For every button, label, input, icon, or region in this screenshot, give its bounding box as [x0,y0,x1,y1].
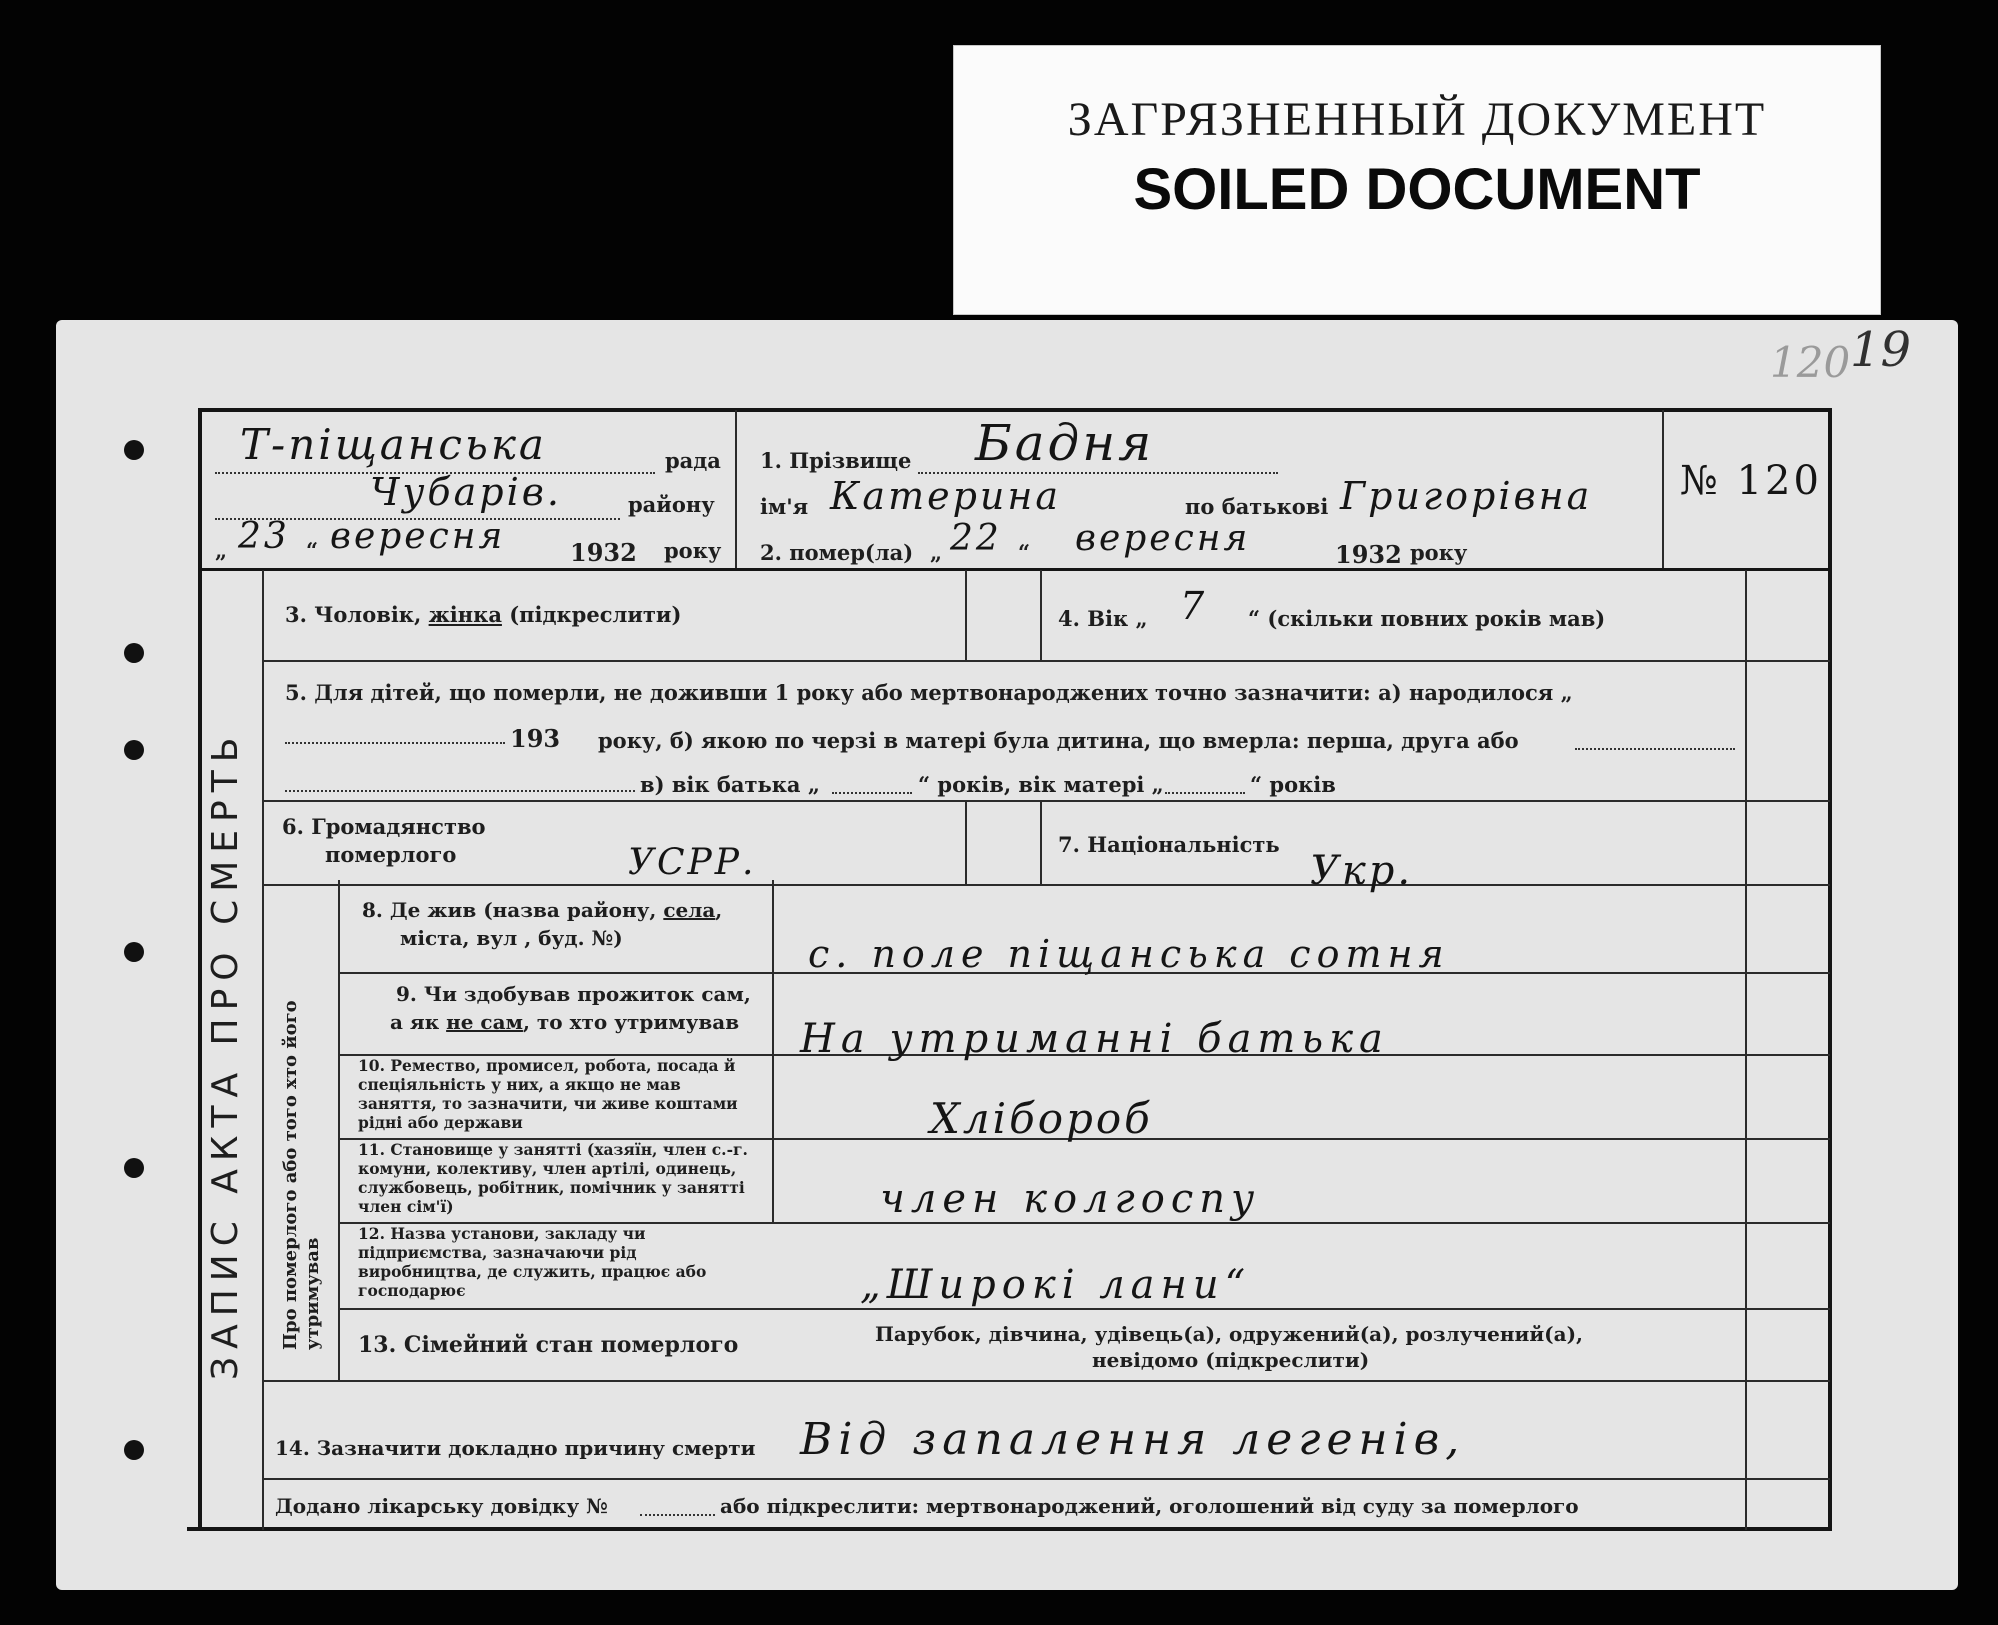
date-close-quote: “ [306,538,319,563]
surname-value: Бадня [975,414,1155,472]
employment-status-label: 11. Становище у занятті (хазяїн, член с.-г. комуни, колективу, член артілі, одинець, службовець, робітник, помічник у занятті член сім'ї) [358,1140,748,1216]
citizenship-label-2: померлого [325,842,457,867]
nationality-label: 7. Національність [1058,832,1280,857]
name-value: Катерина [830,474,1062,518]
frame-line [965,800,967,884]
name-label: ім'я [760,494,809,519]
citizenship-label-1: 6. Громадянство [282,814,486,839]
infant-line-1: 5. Для дітей, що померли, не доживши 1 року або мертвонароджених точно зазначити: а) народилося „ [285,680,1573,705]
frame-line [1662,410,1664,570]
patronymic-label: по батькові [1185,494,1329,519]
residence-label-village: села [663,898,716,922]
rada-value: Т-піщанська [240,420,547,469]
employment-status-value: член колгоспу [880,1176,1261,1222]
support-label-1: 9. Чи здобував прожиток сам, [396,982,751,1006]
infant-birth-year: 193 [510,724,561,753]
infant-line-3-father: в) вік батька „ [640,772,820,797]
punch-hole [124,942,144,962]
page-number: 19 [1850,322,1912,378]
label-english: SOILED DOCUMENT [1133,157,1701,222]
cause-of-death-label: 14. Зазначити докладно причину смерти [275,1436,756,1460]
punch-hole [124,1440,144,1460]
frame-line [262,1478,1830,1480]
frame-line [187,1527,1832,1531]
died-day: 22 [950,518,1002,559]
died-month: вересня [1075,518,1251,559]
died-close-quote: “ [1018,540,1031,565]
dotted-line [1165,792,1245,794]
gender-label-pre: 3. Чоловік, [285,602,429,627]
raion-label: району [628,492,715,517]
medical-certificate-label: Додано лікарську довідку № [275,1494,608,1518]
registration-day: 23 [238,516,290,557]
support-label-not-self: не сам [446,1010,523,1034]
age-label-pre: 4. Вік „ [1058,606,1148,631]
frame-line [1745,570,1747,1530]
frame-line [1040,800,1042,884]
marital-status-label: 13. Сімейний стан померлого [358,1332,739,1358]
died-open-quote: „ [930,540,943,565]
record-number: № 120 [1680,458,1822,504]
side-title: ЗАПИС АКТА ПРО СМЕРТЬ [205,729,246,1380]
died-year-label: року [1410,540,1468,565]
date-open-quote: „ [215,538,228,563]
frame-line [338,1308,1830,1310]
support-label-2 [390,1010,739,1034]
residence-label-1 [362,898,722,922]
frame-line [262,570,264,1530]
raion-value: Чубарів. [370,470,562,514]
frame-line [1828,408,1832,1530]
occupation-label: 10. Ремество, промисел, робота, посада й спеціяльність у них, а якщо не мав заняття, то зазначити, чи живе коштами рідні або держави [358,1056,738,1132]
marital-options-1: Парубок, дівчина, удівець(а), одружений(а), розлучений(а), [875,1322,1584,1346]
frame-line [1040,570,1042,662]
registration-month: вересня [330,516,506,557]
dotted-line [285,790,635,792]
infant-line-2: року, б) якою по черзі в матері була дитина, що вмерла: перша, друга або [598,728,1519,753]
frame-line [965,570,967,662]
age-value: 7 [1180,584,1208,628]
marital-options-2: невідомо (підкреслити) [1092,1348,1370,1372]
label-russian: ЗАГРЯЗНЕННЫЙ ДОКУМЕНТ [1067,93,1767,146]
frame-line [262,884,1830,886]
workplace-label: 12. Назва установи, закладу чи підприємства, зазначаючи рід виробництва, де служить, працює або господарює [358,1224,707,1300]
died-year: 1932 [1335,540,1402,569]
occupation-value: Хлібороб [930,1094,1153,1143]
died-label: 2. помер(ла) [760,540,914,565]
gender-label-post: (підкреслити) [501,602,682,627]
support-label-post: , то хто утримував [522,1010,740,1034]
workplace-value: „Широкі лани“ [860,1262,1252,1308]
rada-label: рада [665,448,721,473]
frame-line [262,800,1830,802]
dotted-line [832,792,912,794]
dotted-line [1575,748,1735,750]
citizenship-value: УСРР. [628,842,757,883]
frame-line [262,1380,1830,1382]
infant-line-3-mother: “ років, вік матері „ [918,772,1164,797]
infant-line-3-end: “ років [1250,772,1336,797]
side-subtitle: Про померлого або того хто його утримував [280,1000,323,1350]
frame-line [262,660,1830,662]
frame-line [198,568,1830,571]
gender-label [285,602,681,627]
residence-label-2: міста, вул , буд. №) [400,926,623,950]
cause-of-death-value: Від запалення легенів, [800,1414,1466,1465]
support-value: На утриманні батька [800,1016,1389,1062]
frame-line [198,408,1830,412]
dotted-line [285,742,505,744]
year-label: року [664,538,722,563]
nationality-value: Укр. [1310,848,1414,894]
patronymic-value: Григорівна [1340,474,1593,518]
punch-hole [124,1158,144,1178]
soiled-document-label [953,45,1881,315]
dotted-line [640,1514,715,1516]
punch-hole [124,740,144,760]
frame-line [338,880,340,1380]
frame-line [735,410,737,570]
residence-label-post: , [715,898,723,922]
faint-page-number: 120 [1770,338,1851,387]
punch-hole [124,440,144,460]
stillborn-note: або підкреслити: мертвонароджений, оголошений від суду за померлого [720,1494,1579,1518]
punch-hole [124,643,144,663]
residence-label-pre: 8. Де жив (назва району, [362,898,664,922]
gender-label-female: жінка [428,602,502,627]
frame-line [198,408,202,1530]
registration-year: 1932 [570,538,637,567]
residence-value: с. поле піщанська сотня [808,932,1450,976]
frame-line [772,880,774,1224]
support-label-pre: а як [390,1010,447,1034]
surname-label: 1. Прізвище [760,448,912,473]
age-label-post: “ (скільки повних років мав) [1248,606,1606,631]
